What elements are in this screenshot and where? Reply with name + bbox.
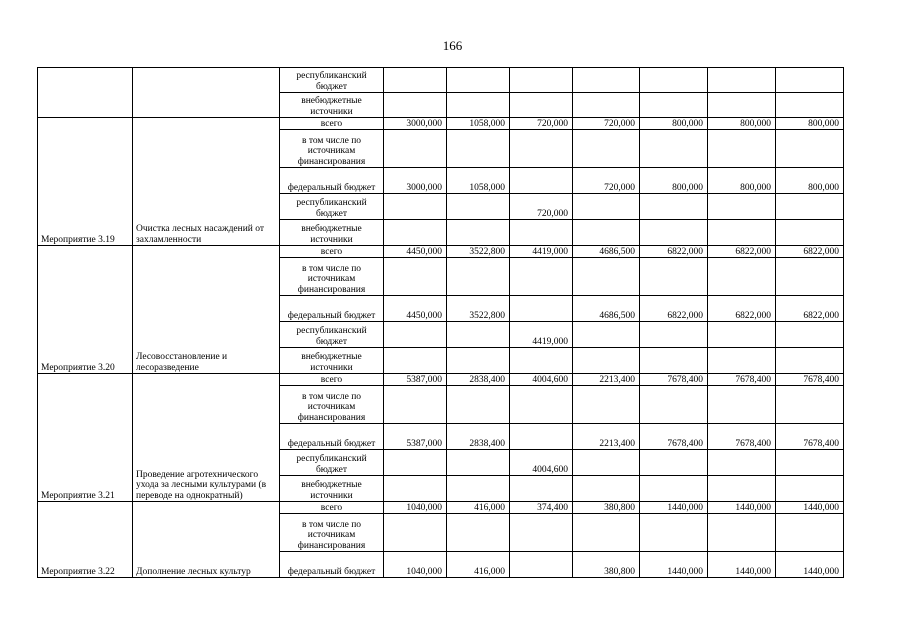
amount-cell [776, 348, 844, 374]
amount-cell [776, 220, 844, 246]
funding-source: республиканский бюджет [280, 68, 384, 93]
funding-source: федеральный бюджет [280, 168, 384, 194]
amount-cell [447, 68, 510, 93]
funding-source: республиканский бюджет [280, 322, 384, 348]
amount-cell [776, 130, 844, 168]
amount-cell [510, 68, 573, 93]
amount-cell: 7678,400 [640, 424, 708, 450]
amount-cell [776, 322, 844, 348]
amount-cell [384, 476, 447, 502]
amount-cell [510, 168, 573, 194]
funding-source: в том числе по источникам финансирования [280, 386, 384, 424]
funding-source: федеральный бюджет [280, 424, 384, 450]
funding-source: всего [280, 374, 384, 386]
amount-cell: 800,000 [776, 168, 844, 194]
amount-cell [510, 348, 573, 374]
amount-cell [573, 93, 640, 118]
amount-cell [384, 322, 447, 348]
amount-cell [708, 194, 776, 220]
amount-cell: 800,000 [640, 168, 708, 194]
amount-cell: 6822,000 [708, 246, 776, 258]
measure-code: Мероприятие 3.20 [38, 246, 133, 374]
amount-cell [776, 476, 844, 502]
amount-cell [573, 220, 640, 246]
amount-cell: 4004,600 [510, 374, 573, 386]
measure-code: Мероприятие 3.19 [38, 118, 133, 246]
amount-cell: 380,800 [573, 502, 640, 514]
amount-cell: 4004,600 [510, 450, 573, 476]
amount-cell: 1040,000 [384, 552, 447, 578]
amount-cell [640, 220, 708, 246]
amount-cell: 2213,400 [573, 424, 640, 450]
amount-cell: 720,000 [510, 194, 573, 220]
amount-cell: 1440,000 [708, 552, 776, 578]
amount-cell [447, 130, 510, 168]
measure-name: Проведение агротехнического ухода за лесными культурами (в переводе на однократный) [133, 374, 280, 502]
amount-cell: 720,000 [573, 118, 640, 130]
amount-cell [510, 552, 573, 578]
amount-cell [640, 93, 708, 118]
amount-cell [510, 514, 573, 552]
funding-table [37, 67, 844, 578]
table-body [38, 68, 844, 578]
amount-cell: 6822,000 [776, 296, 844, 322]
amount-cell [447, 450, 510, 476]
amount-cell: 2838,400 [447, 374, 510, 386]
funding-source: республиканский бюджет [280, 194, 384, 220]
amount-cell: 7678,400 [640, 374, 708, 386]
amount-cell [384, 130, 447, 168]
amount-cell [384, 514, 447, 552]
amount-cell [640, 386, 708, 424]
amount-cell [573, 258, 640, 296]
funding-source: внебюджетные источники [280, 476, 384, 502]
amount-cell: 416,000 [447, 552, 510, 578]
amount-cell: 3000,000 [384, 168, 447, 194]
measure-name: Лесовосстановление и лесоразведение [133, 246, 280, 374]
amount-cell: 6822,000 [776, 246, 844, 258]
amount-cell [708, 130, 776, 168]
funding-source: всего [280, 502, 384, 514]
amount-cell [384, 450, 447, 476]
amount-cell [708, 93, 776, 118]
amount-cell [447, 348, 510, 374]
amount-cell: 1440,000 [776, 552, 844, 578]
amount-cell [510, 476, 573, 502]
amount-cell: 3522,800 [447, 296, 510, 322]
amount-cell: 6822,000 [708, 296, 776, 322]
amount-cell [573, 194, 640, 220]
amount-cell [776, 93, 844, 118]
funding-source: внебюджетные источники [280, 93, 384, 118]
amount-cell: 7678,400 [708, 424, 776, 450]
amount-cell [510, 258, 573, 296]
amount-cell: 2213,400 [573, 374, 640, 386]
amount-cell [384, 68, 447, 93]
amount-cell: 4419,000 [510, 246, 573, 258]
funding-source: в том числе по источникам финансирования [280, 514, 384, 552]
amount-cell: 3522,800 [447, 246, 510, 258]
amount-cell [447, 514, 510, 552]
table-row [38, 502, 844, 514]
amount-cell [384, 258, 447, 296]
amount-cell: 5387,000 [384, 374, 447, 386]
amount-cell: 7678,400 [776, 424, 844, 450]
amount-cell [640, 194, 708, 220]
amount-cell: 4450,000 [384, 246, 447, 258]
amount-cell: 1440,000 [640, 552, 708, 578]
funding-source: федеральный бюджет [280, 296, 384, 322]
funding-source: в том числе по источникам финансирования [280, 130, 384, 168]
amount-cell [384, 220, 447, 246]
amount-cell [708, 514, 776, 552]
amount-cell: 374,400 [510, 502, 573, 514]
amount-cell [384, 93, 447, 118]
amount-cell [776, 514, 844, 552]
measure-code: Мероприятие 3.21 [38, 374, 133, 502]
amount-cell: 2838,400 [447, 424, 510, 450]
amount-cell [708, 450, 776, 476]
amount-cell [640, 68, 708, 93]
amount-cell: 800,000 [708, 168, 776, 194]
amount-cell [573, 68, 640, 93]
table-row [38, 374, 844, 386]
amount-cell: 4450,000 [384, 296, 447, 322]
table-row [38, 246, 844, 258]
funding-source: всего [280, 246, 384, 258]
measure-name: Очистка лесных насаждений от захламленности [133, 118, 280, 246]
amount-cell: 720,000 [573, 168, 640, 194]
amount-cell [510, 386, 573, 424]
amount-cell [510, 220, 573, 246]
amount-cell [447, 194, 510, 220]
amount-cell: 416,000 [447, 502, 510, 514]
amount-cell [573, 476, 640, 502]
table-row [38, 118, 844, 130]
amount-cell [384, 194, 447, 220]
amount-cell [776, 194, 844, 220]
amount-cell [510, 296, 573, 322]
amount-cell: 720,000 [510, 118, 573, 130]
amount-cell [573, 386, 640, 424]
amount-cell [573, 130, 640, 168]
amount-cell [510, 130, 573, 168]
amount-cell: 380,800 [573, 552, 640, 578]
amount-cell: 800,000 [640, 118, 708, 130]
amount-cell [640, 450, 708, 476]
measure-name: Дополнение лесных культур [133, 502, 280, 578]
table-row [38, 68, 844, 93]
amount-cell: 1440,000 [708, 502, 776, 514]
amount-cell [708, 258, 776, 296]
measure-code: Мероприятие 3.22 [38, 502, 133, 578]
amount-cell: 6822,000 [640, 296, 708, 322]
amount-cell: 4686,500 [573, 246, 640, 258]
amount-cell [447, 220, 510, 246]
amount-cell: 7678,400 [708, 374, 776, 386]
amount-cell [776, 450, 844, 476]
amount-cell: 4419,000 [510, 322, 573, 348]
amount-cell [573, 322, 640, 348]
amount-cell [384, 348, 447, 374]
amount-cell: 1058,000 [447, 168, 510, 194]
page-number: 166 [442, 38, 463, 53]
amount-cell [640, 322, 708, 348]
amount-cell [640, 476, 708, 502]
funding-source: внебюджетные источники [280, 348, 384, 374]
amount-cell [708, 476, 776, 502]
amount-cell [708, 322, 776, 348]
amount-cell: 1040,000 [384, 502, 447, 514]
amount-cell: 800,000 [708, 118, 776, 130]
funding-source: внебюджетные источники [280, 220, 384, 246]
amount-cell: 1058,000 [447, 118, 510, 130]
funding-source: всего [280, 118, 384, 130]
amount-cell [640, 348, 708, 374]
amount-cell [708, 386, 776, 424]
amount-cell: 6822,000 [640, 246, 708, 258]
amount-cell: 1440,000 [640, 502, 708, 514]
amount-cell [447, 93, 510, 118]
amount-cell: 1440,000 [776, 502, 844, 514]
funding-source: федеральный бюджет [280, 552, 384, 578]
amount-cell: 3000,000 [384, 118, 447, 130]
funding-source: республиканский бюджет [280, 450, 384, 476]
amount-cell [708, 68, 776, 93]
amount-cell: 800,000 [776, 118, 844, 130]
measure-name [133, 68, 280, 118]
measure-code [38, 68, 133, 118]
funding-source: в том числе по источникам финансирования [280, 258, 384, 296]
amount-cell [640, 514, 708, 552]
amount-cell [573, 450, 640, 476]
amount-cell [384, 386, 447, 424]
amount-cell [573, 514, 640, 552]
amount-cell [708, 220, 776, 246]
amount-cell [510, 424, 573, 450]
amount-cell: 4686,500 [573, 296, 640, 322]
amount-cell [708, 348, 776, 374]
amount-cell [573, 348, 640, 374]
amount-cell: 5387,000 [384, 424, 447, 450]
amount-cell [640, 130, 708, 168]
amount-cell [640, 258, 708, 296]
amount-cell: 7678,400 [776, 374, 844, 386]
amount-cell [776, 68, 844, 93]
amount-cell [776, 258, 844, 296]
amount-cell [510, 93, 573, 118]
amount-cell [447, 322, 510, 348]
amount-cell [447, 258, 510, 296]
amount-cell [776, 386, 844, 424]
amount-cell [447, 386, 510, 424]
amount-cell [447, 476, 510, 502]
